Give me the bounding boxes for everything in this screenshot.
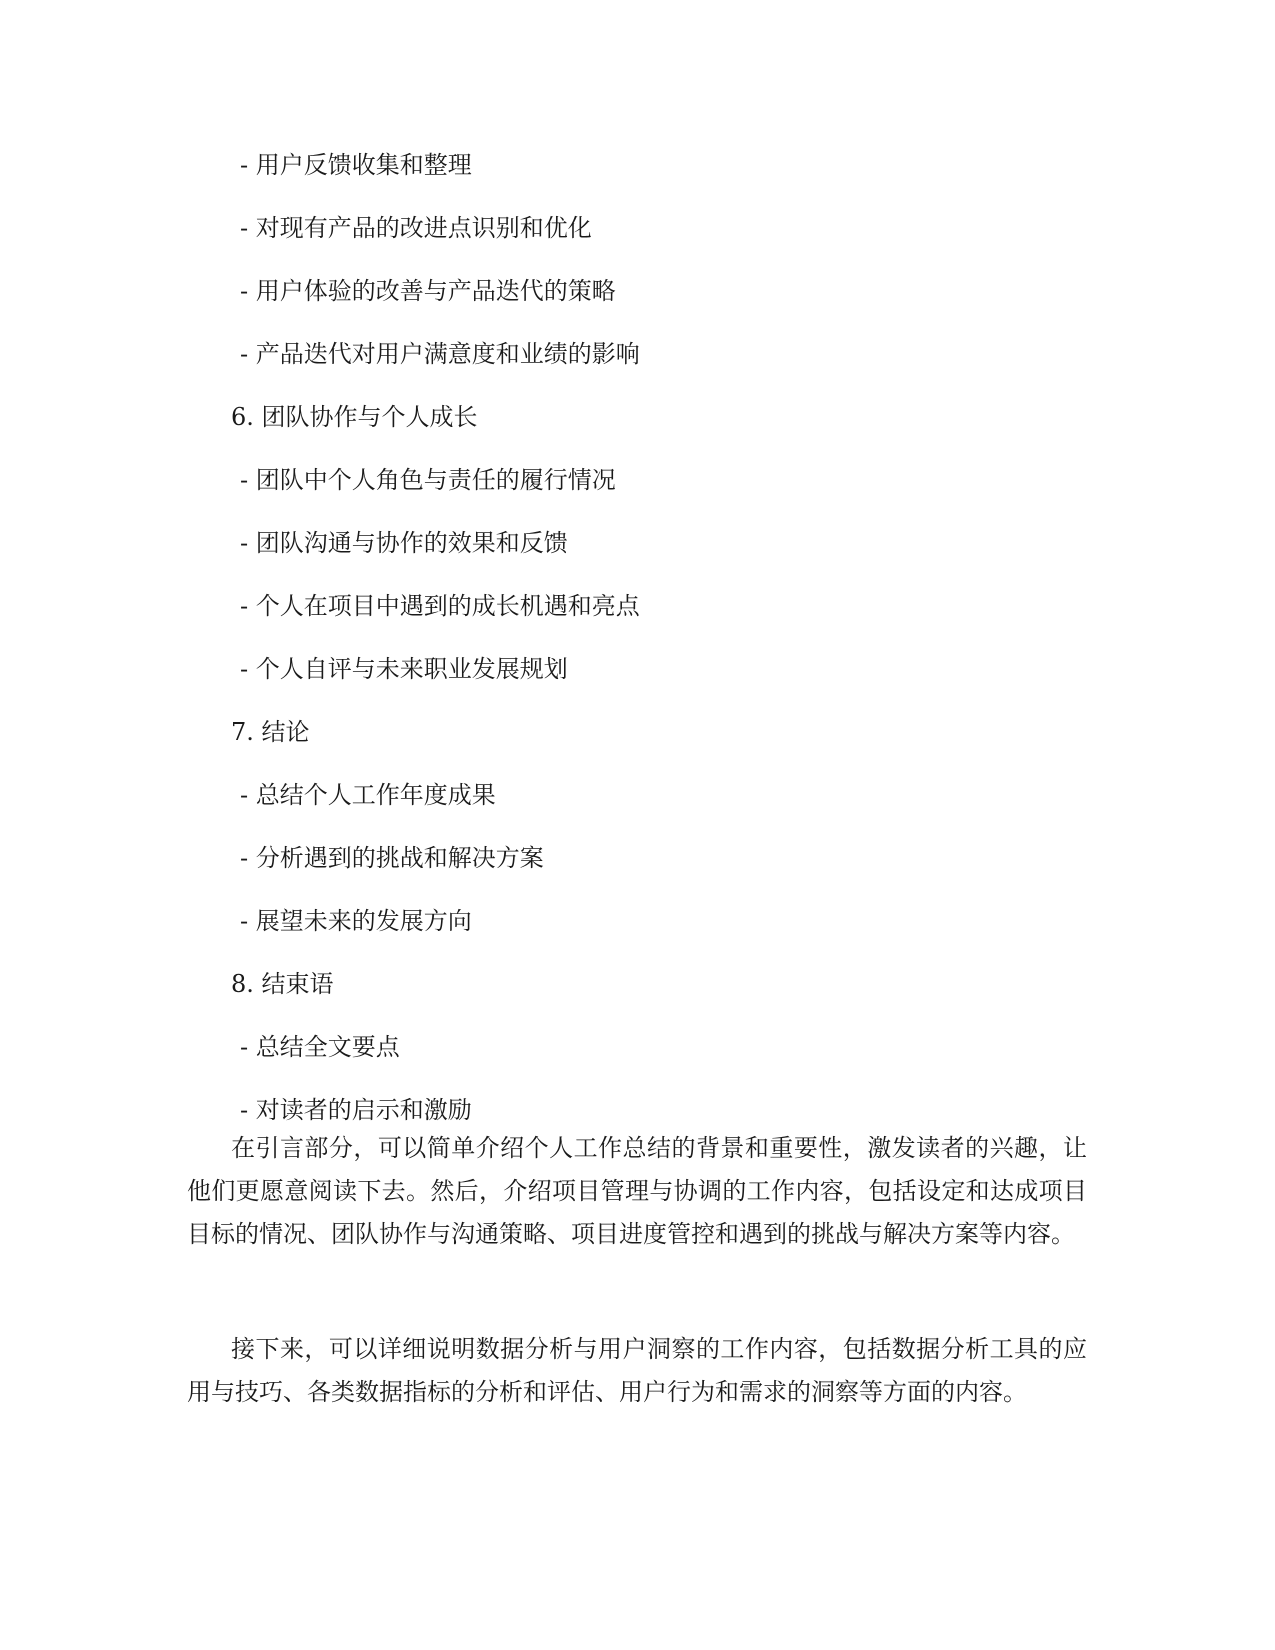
outline-item: - 团队中个人角色与责任的履行情况 xyxy=(240,466,616,494)
outline-item: - 用户反馈收集和整理 xyxy=(240,151,472,179)
outline-item: - 对现有产品的改进点识别和优化 xyxy=(240,214,592,242)
outline-item: - 个人在项目中遇到的成长机遇和亮点 xyxy=(240,592,640,620)
outline-item: - 个人自评与未来职业发展规划 xyxy=(240,655,568,683)
outline-item: - 产品迭代对用户满意度和业绩的影响 xyxy=(240,340,640,368)
outline-item: - 用户体验的改善与产品迭代的策略 xyxy=(240,277,616,305)
outline-item: - 对读者的启示和激励 xyxy=(240,1096,472,1124)
section-heading: 6. 团队协作与个人成长 xyxy=(231,403,478,431)
section-heading: 8. 结束语 xyxy=(231,970,334,998)
section-heading: 7. 结论 xyxy=(231,718,310,746)
outline-item: - 团队沟通与协作的效果和反馈 xyxy=(240,529,568,557)
outline-item: - 展望未来的发展方向 xyxy=(240,907,472,935)
body-paragraph: 在引言部分，可以简单介绍个人工作总结的背景和重要性，激发读者的兴趣，让他们更愿意阅读下去。然后，介绍项目管理与协调的工作内容，包括设定和达成项目目标的情况、团队协作与沟通策略、项目进度管控和遇到的挑战与解决方案等内容。 xyxy=(187,1134,1087,1248)
outline-item: - 总结全文要点 xyxy=(240,1033,400,1061)
outline-item: - 分析遇到的挑战和解决方案 xyxy=(240,844,544,872)
outline-item: - 总结个人工作年度成果 xyxy=(240,781,496,809)
body-paragraph: 接下来，可以详细说明数据分析与用户洞察的工作内容，包括数据分析工具的应用与技巧、各类数据指标的分析和评估、用户行为和需求的洞察等方面的内容。 xyxy=(187,1335,1087,1406)
